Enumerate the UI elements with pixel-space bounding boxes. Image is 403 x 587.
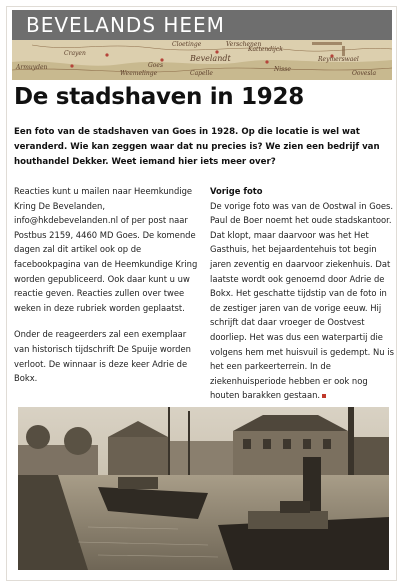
harbour-photo: [18, 407, 389, 570]
banner-titlebar: [12, 10, 392, 40]
previous-photo-subhead: Vorige foto: [210, 186, 263, 196]
right-column: [210, 184, 396, 403]
map-label: Armuyden: [16, 64, 48, 71]
end-of-article-mark: [322, 394, 326, 398]
map-label: Weemelinge: [120, 70, 158, 77]
map-label: Capelle: [190, 70, 213, 77]
map-label: Verschenen: [226, 41, 262, 48]
map-label: Bevelandt: [190, 54, 231, 63]
magazine-title: BEVELANDS HEEM: [26, 13, 225, 37]
map-label: Goes: [148, 62, 164, 69]
map-label: Reymerswael: [318, 56, 359, 63]
map-label: Oovesla: [352, 70, 377, 77]
old-map-strip: [12, 40, 392, 80]
article-intro: Een foto van de stadshaven van Goes in 1928. Op die locatie is wel wat veranderd. Wie kan zeggen waar dat nu precies is? We zien een bedrijf van houthandel Dekker. Weet iemand hier iets meer over?: [14, 127, 380, 167]
header-banner: [12, 10, 392, 80]
right-paragraph: [210, 199, 396, 403]
left-column: [14, 184, 202, 386]
map-label: Nisse: [274, 66, 291, 73]
left-paragraph: Reacties kunt u mailen naar Heemkundige Kring De Bevelanden, info@hkdebevelanden.nl of per post naar Postbus 2159, 4460 MD Goes. De komende dagen zal dit artikel ook op de facebookpagina van de Heemkundige Kring worden gepubliceerd. Ook daar kunt u uw reactie geven. Reacties zullen over twee weken in deze rubriek worden geplaatst.: [14, 186, 198, 313]
article-headline: De stadshaven in 1928: [14, 84, 304, 110]
right-paragraph-text: De vorige foto was van de Oostwal in Goes. Paul de Boer noemt het oude stadskantoor. Dat klopt, maar daarvoor was het Het Gasthuis, het bejaardentehuis tot begin jaren zeventig en daarvoor ziekenhuis. Dat laatste wordt ook genoemd door Adrie de Bokx. Het geschatte tijdstip van de foto in de zestiger jaren van de vorige eeuw. Hij schrijft dat daar vroeger de Oostvest doorliep. Het was dus een waterpartij die volgens hem met huisvuil is gedempt. Nu is het een parkeerterrein. In de ziekenhuisperiode hebben er ook nog houten barakken gestaan.: [210, 200, 394, 401]
map-label: Cloetinge: [172, 41, 202, 48]
map-label: Crayen: [64, 50, 86, 57]
map-label: Kattendijck: [248, 46, 283, 53]
harbour-photo-illustration: [18, 407, 389, 570]
left-paragraph: Onder de reageerders zal een exemplaar van historisch tijdschrift De Spuije worden verloot. De winnaar is deze keer Adrie de Bokx.: [14, 329, 191, 384]
